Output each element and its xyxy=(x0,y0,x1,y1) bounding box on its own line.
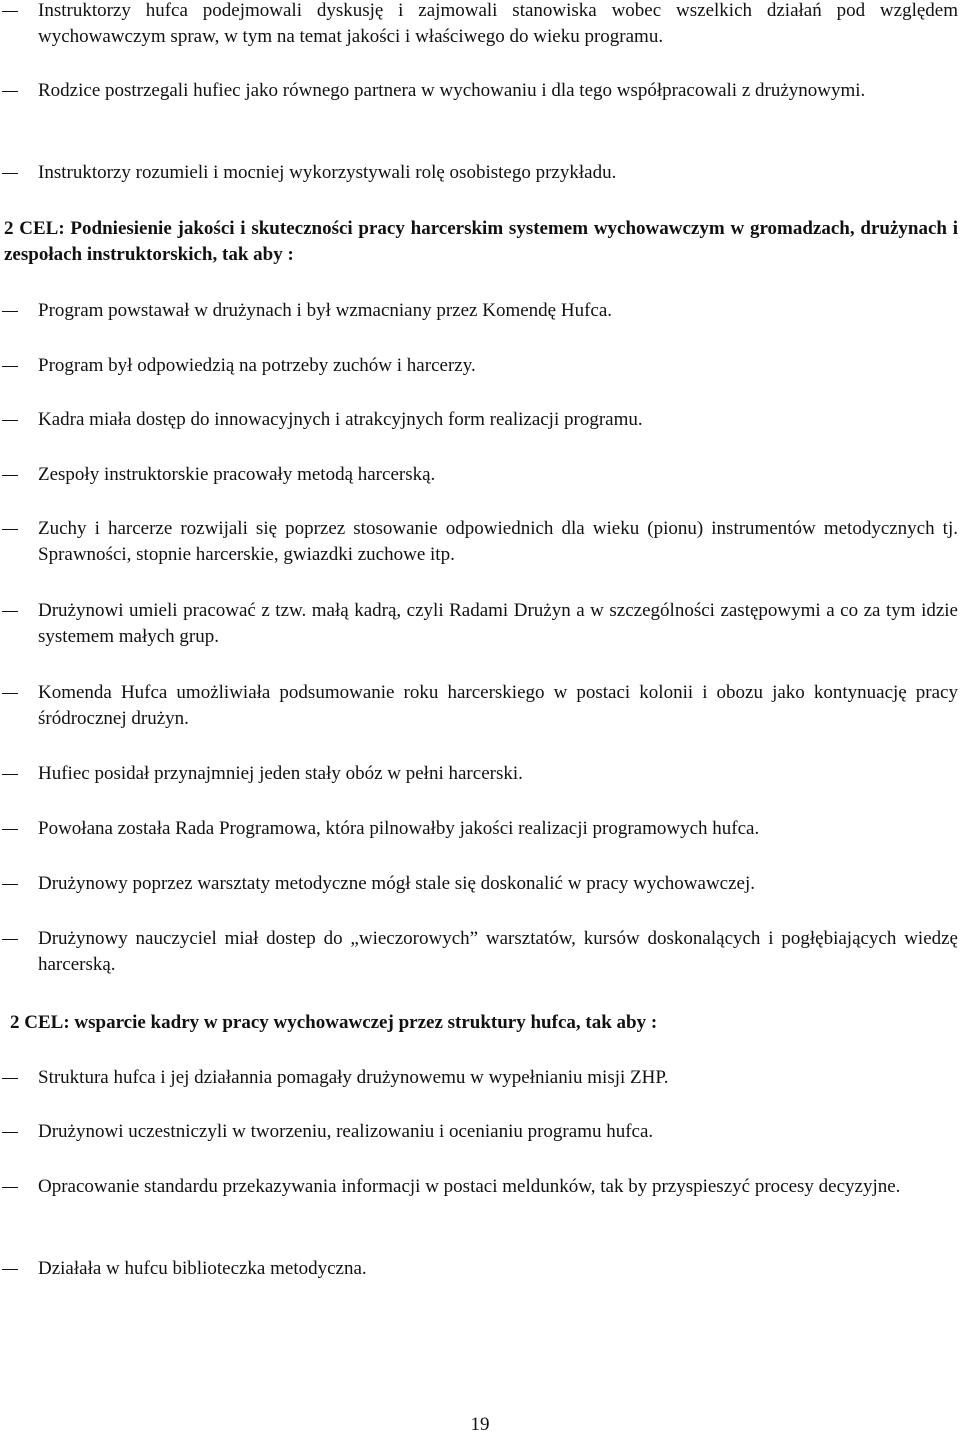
list-item-text: Kadra miała dostęp do innowacyjnych i atrakcyjnych form realizacji programu. xyxy=(38,409,643,430)
list-item xyxy=(0,407,958,433)
list-item xyxy=(0,462,958,488)
list-item xyxy=(0,1065,958,1091)
list-item-text: Drużynowy nauczyciel miał dostep do „wieczorowych” warsztatów, kursów doskonalących i pogłębiających wiedzę harcerską. xyxy=(38,928,958,975)
list-item xyxy=(0,0,958,50)
section-heading: 2 CEL: wsparcie kadry w pracy wychowawczej przez struktury hufca, tak aby : xyxy=(10,1012,658,1033)
list-item-text: Działała w hufcu biblioteczka metodyczna. xyxy=(38,1258,367,1279)
list-item-text: Drużynowy poprzez warsztaty metodyczne mógł stale się doskonalić w pracy wychowawczej. xyxy=(38,873,755,894)
list-item-text: Opracowanie standardu przekazywania informacji w postaci meldunków, tak by przyspieszyć procesy decyzyjne. xyxy=(38,1176,901,1197)
list-item-text: Program powstawał w drużynach i był wzmacniany przez Komendę Hufca. xyxy=(38,300,613,321)
list-item xyxy=(0,78,958,104)
list-item-text: Instruktorzy hufca podejmowali dyskusję i zajmowali stanowiska wobec wszelkich działań pod względem wychowawczym spraw, w tym na temat jakości i właściwego do wieku programu. xyxy=(38,0,958,47)
list-item-text: Drużynowi umieli pracować z tzw. małą kadrą, czyli Radami Drużyn a w szczególności zastępowymi a co za tym idzie systemem małych grup. xyxy=(38,600,958,647)
list-item xyxy=(0,516,958,568)
list-item xyxy=(0,160,958,186)
list-item-text: Zespoły instruktorskie pracowały metodą harcerską. xyxy=(38,464,436,485)
list-item xyxy=(0,816,958,842)
list-item-text: Instruktorzy rozumieli i mocniej wykorzystywali rolę osobistego przykładu. xyxy=(38,162,617,183)
list-item xyxy=(0,761,958,787)
list-item xyxy=(0,871,958,897)
list-item-text: Hufiec posidał przynajmniej jeden stały obóz w pełni harcerski. xyxy=(38,763,523,784)
list-item-text: Komenda Hufca umożliwiała podsumowanie roku harcerskiego w postaci kolonii i obozu jako kontynuację pracy śródrocznej drużyn. xyxy=(38,682,958,729)
page-number: 19 xyxy=(470,1414,490,1435)
list-item xyxy=(0,1256,958,1282)
list-item-text: Drużynowi uczestniczyli w tworzeniu, realizowaniu i ocenianiu programu hufca. xyxy=(38,1121,654,1142)
list-item xyxy=(0,680,958,732)
list-item xyxy=(0,1174,958,1200)
list-item xyxy=(0,298,958,324)
list-item-text: Program był odpowiedzią na potrzeby zuchów i harcerzy. xyxy=(38,355,476,376)
list-item-text: Zuchy i harcerze rozwijali się poprzez stosowanie odpowiednich dla wieku (pionu) instrumentów metodycznych tj. Sprawności, stopnie harcerskie, gwiazdki zuchowe itp. xyxy=(38,518,958,565)
list-item-text: Struktura hufca i jej działannia pomagały drużynowemu w wypełnianiu misji ZHP. xyxy=(38,1067,669,1088)
section-heading: 2 CEL: Podniesienie jakości i skuteczności pracy harcerskim systemem wychowawczym w gromadzach, drużynach i zespołach instruktorskich, tak aby : xyxy=(4,218,958,265)
list-item-text: Powołana została Rada Programowa, która pilnowałby jakości realizacji programowych hufca. xyxy=(38,818,760,839)
list-item xyxy=(0,1119,958,1145)
list-item-text: Rodzice postrzegali hufiec jako równego partnera w wychowaniu i dla tego współpracowali z drużynowymi. xyxy=(38,80,866,101)
list-item xyxy=(0,598,958,650)
list-item xyxy=(0,353,958,379)
list-item xyxy=(0,926,958,978)
